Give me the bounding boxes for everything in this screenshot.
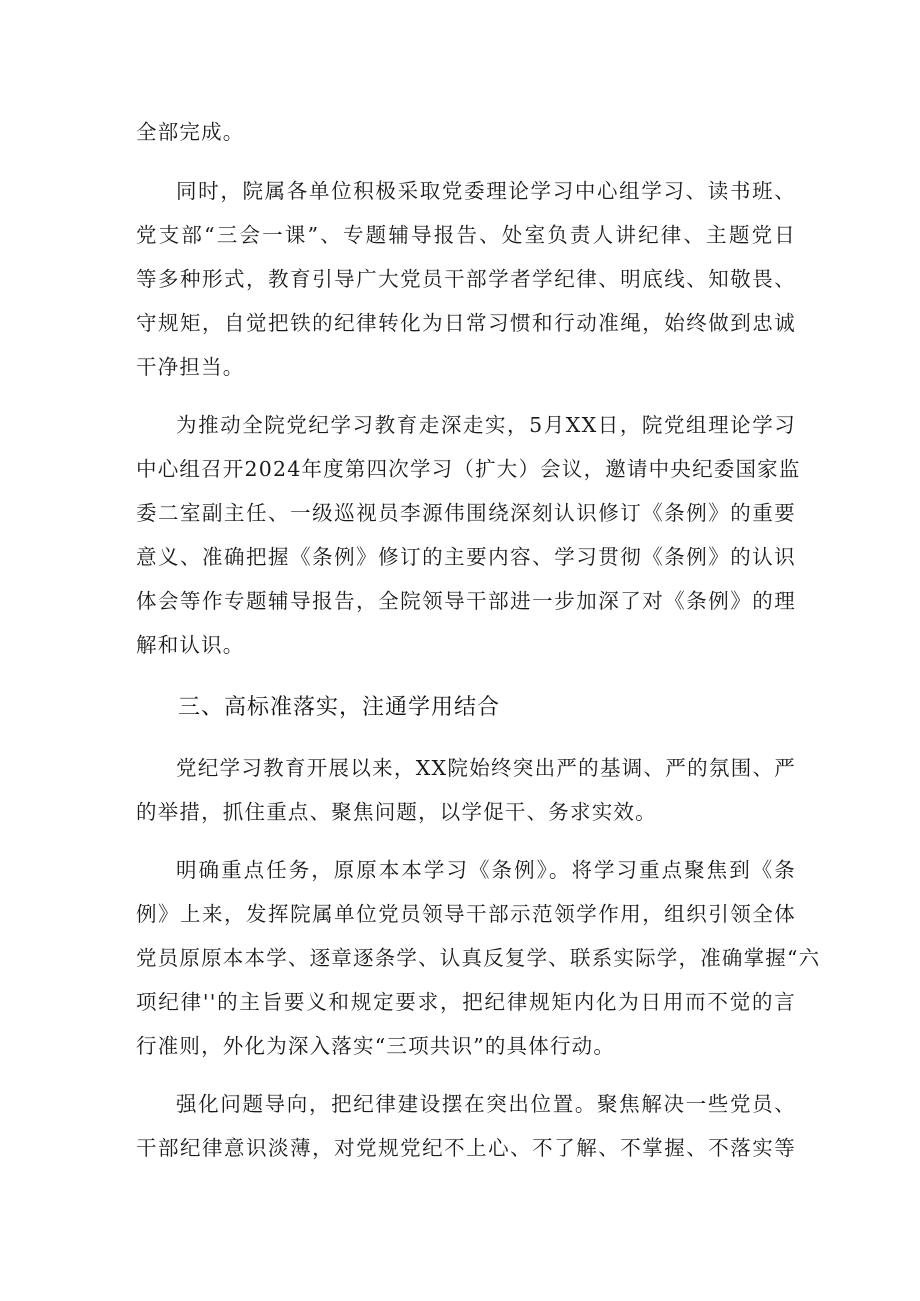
paragraph-line: 委二室副主任、一级巡视员李源伟围绕深刻认识修订《条例》的重要 [136, 501, 796, 525]
paragraph-line: 明确重点任务，原原本本学习《条例》。将学习重点聚焦到《条 [176, 858, 796, 882]
paragraph-line: 党纪学习教育开展以来，XX院始终突出严的基调、严的氛围、严 [176, 756, 796, 780]
paragraph-line: 全部完成。 [136, 120, 245, 144]
paragraph-line: 为推动全院党纪学习教育走深走实，5月XX日，院党组理论学习 [176, 413, 796, 437]
paragraph-line: 等多种形式，教育引导广大党员干部学者学纪律、明底线、知敬畏、 [136, 267, 796, 291]
paragraph-line: 的举措，抓住重点、聚焦问题，以学促干、务求实效。 [136, 800, 657, 824]
section-heading: 三、高标准落实，注通学用结合 [178, 695, 501, 720]
paragraph-line: 意义、准确把握《条例》修订的主要内容、学习贯彻《条例》的认识 [136, 545, 796, 569]
paragraph-line: 体会等作专题辅导报告，全院领导干部进一步加深了对《条例》的理 [136, 589, 796, 613]
paragraph-line: 项纪律''的主旨要义和规定要求，把纪律规矩内化为日用而不觉的言 [136, 990, 796, 1014]
paragraph-line: 中心组召开2024年度第四次学习（扩大）会议，邀请中央纪委国家监 [136, 457, 801, 481]
paragraph-line: 党员原原本本学、逐章逐条学、认真反复学、联系实际学，准确掌握“六 [136, 946, 821, 970]
paragraph-line: 强化问题导向，把纪律建设摆在突出位置。聚焦解决一些党员、 [176, 1092, 796, 1116]
paragraph-line: 守规矩，自觉把铁的纪律转化为日常习惯和行动准绳，始终做到忠诚 [136, 311, 796, 335]
paragraph-line: 行准则，外化为深入落实“三项共识”的具体行动。 [136, 1034, 616, 1058]
paragraph-line: 干部纪律意识淡薄，对党规党纪不上心、不了解、不掌握、不落实等 [136, 1136, 796, 1160]
paragraph-line: 党支部“三会一课”、专题辅导报告、处室负责人讲纪律、主题党日 [136, 223, 796, 247]
paragraph-line: 例》上来，发挥院属单位党员领导干部示范领学作用，组织引领全体 [136, 902, 796, 926]
paragraph-line: 干净担当。 [136, 355, 245, 379]
paragraph-line: 解和认识。 [136, 633, 245, 657]
paragraph-line: 同时，院属各单位积极采取党委理论学习中心组学习、读书班、 [176, 179, 796, 203]
